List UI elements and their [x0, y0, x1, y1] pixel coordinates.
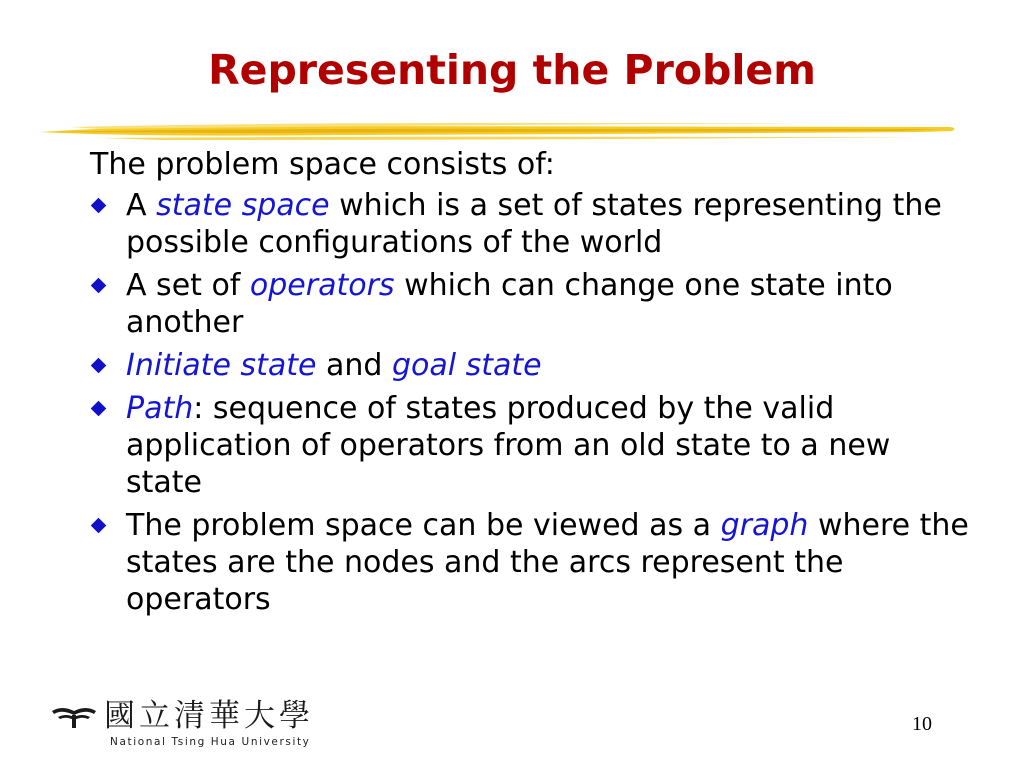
title-underline-rule — [40, 118, 960, 146]
bullet-text: The problem space can be viewed as a — [126, 508, 721, 543]
logo-chinese-text: 國立清華大學 — [104, 698, 314, 734]
bullet-text: : sequence of states produced by the valid application of operators from an old state to a new state — [126, 391, 891, 500]
bullet-text: where the states are the nodes and the arcs represent the operators — [126, 508, 969, 617]
bullet-text: which is a set of states representing the possible configurations of the world — [126, 188, 942, 260]
keyword: state space — [156, 188, 330, 223]
page-number: 10 — [912, 713, 932, 735]
intro-text: The problem space consists of: — [90, 147, 555, 182]
university-logo — [50, 698, 314, 748]
diamond-bullet-icon — [91, 198, 107, 214]
bullet-text: A set of — [126, 268, 250, 303]
bullet-text: and — [316, 348, 392, 383]
bullet-item — [90, 390, 970, 501]
bullet-text: which can change one state into another — [126, 268, 893, 340]
bullet-item — [90, 267, 970, 341]
slide-title: Representing the Problem — [208, 46, 816, 94]
diamond-bullet-icon — [91, 278, 107, 294]
keyword: goal state — [391, 348, 542, 383]
keyword: Path — [126, 391, 194, 426]
diamond-bullet-icon — [91, 401, 107, 417]
keyword: Initiate state — [126, 348, 317, 383]
bullet-list — [90, 187, 970, 618]
bullet-text: A — [126, 188, 157, 223]
diamond-bullet-icon — [91, 358, 107, 374]
keyword: graph — [720, 508, 809, 543]
bullet-item — [90, 187, 970, 261]
bullet-item — [90, 347, 970, 384]
slide-body — [90, 147, 970, 624]
keyword: operators — [249, 268, 395, 303]
bullet-item — [90, 507, 970, 618]
nthu-logo-icon — [50, 703, 98, 729]
diamond-bullet-icon — [91, 518, 107, 534]
logo-english-text: National Tsing Hua University — [110, 736, 311, 748]
